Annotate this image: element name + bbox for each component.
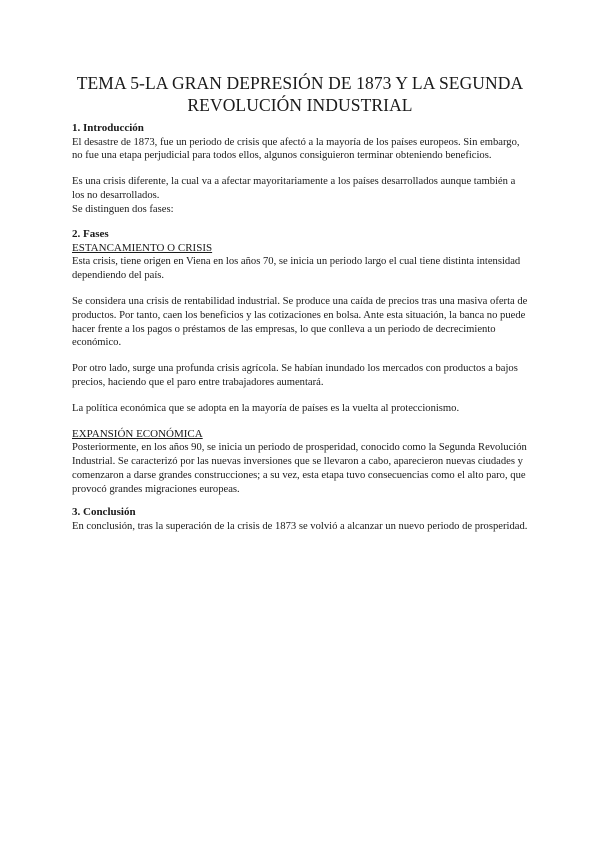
phases-paragraph-5: Posteriormente, en los años 90, se inicia un periodo de prosperidad, conocido como la Segunda Revolución Industrial. Se caracterizó por las nuevas inversiones que se llevaron a cabo, aparecieron nuevas ciudades y comenzaron a darse grandes construcciones; a su vez, esta etapa tuvo consecuencias como el alto paro, que provocó grandes migraciones europeas.	[72, 442, 527, 495]
phases-paragraph-1: Esta crisis, tiene origen en Viena en los años 70, se inicia un periodo largo el cual tiene distinta intensidad dependiendo del país.	[72, 256, 521, 282]
phases-heading: 2. Fases	[72, 228, 109, 241]
phase-stagnation-heading: ESTANCAMIENTO O CRISIS	[72, 241, 213, 254]
conclusion-heading: 3. Conclusión	[72, 506, 136, 519]
phases-paragraph-3: Por otro lado, surge una profunda crisis agrícola. Se habían inundado los mercados con productos a bajos precios, haciendo que el paro entre trabajadores aumentará.	[72, 363, 518, 389]
title-line-1: TEMA 5-LA GRAN DEPRESIÓN DE 1873 Y LA SEGUNDA	[76, 73, 524, 93]
intro-paragraph-1: El desastre de 1873, fue un periodo de crisis que afectó a la mayoría de los países europeos. Sin embargo, no fue una etapa perjudicial para todos ellos, algunos consiguieron terminar obteniendo beneficios.	[72, 136, 520, 162]
title-line-2: REVOLUCIÓN INDUSTRIAL	[187, 95, 413, 115]
document-title	[72, 72, 528, 116]
phases-paragraph-4: La política económica que se adopta en la mayoría de países es la vuelta al proteccionismo.	[72, 402, 460, 414]
phase-expansion-heading: EXPANSIÓN ECONÓMICA	[72, 427, 203, 440]
conclusion-paragraph: En conclusión, tras la superación de la crisis de 1873 se volvió a alcanzar un nuevo periodo de prosperidad.	[72, 520, 528, 532]
intro-paragraph-2: Es una crisis diferente, la cual va a afectar mayoritariamente a los países desarrollados aunque también a los no desarrollados.	[72, 176, 516, 201]
intro-heading: 1. Introducción	[72, 122, 144, 134]
intro-paragraph-3: Se distinguen dos fases:	[72, 203, 174, 215]
phases-paragraph-2: Se considera una crisis de rentabilidad industrial. Se produce una caída de precios tras una masiva oferta de productos. Por tanto, caen los beneficios y las cotizaciones en bolsa. Ante esta situación, la banca no puede hacer frente a los pagos o préstamos de las empresas, lo que conlleva a un periodo de decrecimiento económico.	[72, 296, 528, 349]
